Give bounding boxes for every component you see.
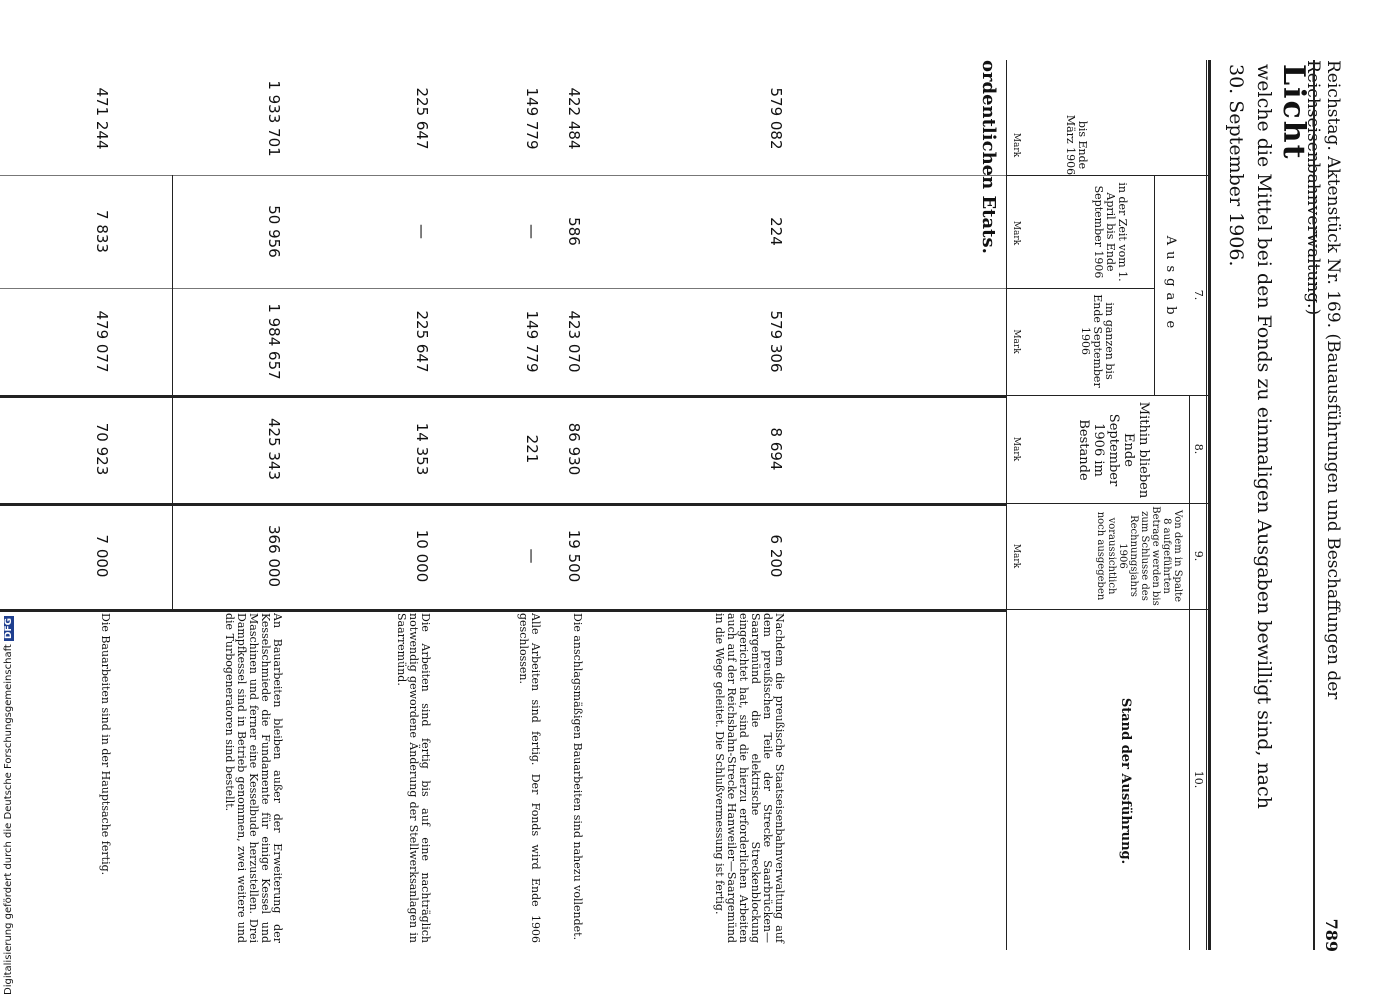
cell-noch-ausgegeben: 19 500 — [565, 529, 583, 583]
running-head-text: Reichstag. Aktenstück Nr. 169. (Bauausführungen und Beschaffungen der Reichseisenbahnverwaltung.) — [1303, 60, 1343, 700]
cell-bestand: 86 930 — [565, 422, 583, 476]
cell-stand: Nachdem die preußische Staatseisenbahnverwaltung auf dem preußischen Teile der Strecke Saarbrücken—Saargemünd die elektrische Streckenblockung eingerichtet hat, sind die hierzu erforderlichen Arbeiten auch auf der Reichsbahn-Strecke Hanweiler—Saargemünd in die Wege geleitet. Die Schlußvermessung ist fertig. — [713, 613, 786, 943]
col-number-9: 9. — [1192, 550, 1205, 562]
cell-bestand: 14 353 — [413, 422, 431, 476]
section-heading: ordentlichen Etats. — [978, 60, 999, 254]
head-rule — [1313, 60, 1315, 950]
cell-bestand: 425 343 — [265, 417, 283, 481]
header-voraussichtlich: Von dem in Spalte 8 aufgeführten Betrage werden bis zum Schlusse des Rechnungsjahrs 1906 voraussichtlich noch ausgegeben — [1095, 506, 1183, 606]
cell-april-sept: 224 — [767, 217, 785, 246]
col-number-7: 7. — [1192, 289, 1205, 301]
title-line-2: 30. September 1906. — [1225, 64, 1247, 267]
cell-bis-maerz: 225 647 — [413, 87, 431, 150]
cell-bestand: 221 — [523, 434, 541, 464]
cell-noch-ausgegeben: 7 000 — [93, 534, 111, 578]
cell-bestand: 70 923 — [93, 422, 111, 476]
cell-april-sept: — — [523, 224, 541, 239]
cell-im-ganzen: 149 779 — [523, 310, 541, 373]
title-word: Licht — [1276, 64, 1311, 161]
cell-bis-maerz: 1 933 701 — [265, 80, 283, 157]
unit-mark-1: Mark — [1011, 132, 1021, 158]
unit-mark-2: Mark — [1011, 220, 1021, 246]
header-im-ganzen: im ganzen bis Ende September 1906 — [1079, 294, 1116, 388]
cell-im-ganzen: 225 647 — [413, 310, 431, 373]
cell-stand: Alle Arbeiten sind fertig. Der Fonds wird Ende 1906 geschlossen. — [517, 613, 542, 943]
cell-noch-ausgegeben: — — [523, 548, 541, 564]
page-number: 789 — [1322, 918, 1341, 952]
cell-bis-maerz: 422 484 — [565, 87, 583, 150]
cell-bestand: 8 694 — [767, 427, 785, 471]
cell-april-sept: — — [413, 224, 431, 239]
dfg-logo: DFG — [4, 617, 14, 639]
cell-stand: An Bauarbeiten bleiben außer der Erweiterung der Kesselschmiede die Fundamente für einige Kessel und Maschinen und ferner eine Kesselbude herzustellen. Drei Dampfkessel sind in Betrieb genommen, zwei weitere und die Turbogeneratoren sind bestellt. — [223, 613, 284, 943]
header-mithin-bestand: Mithin blieben Ende September 1906 im Bestande — [1076, 401, 1151, 499]
cell-bis-maerz: 579 082 — [767, 87, 785, 150]
cell-stand: Die Bauarbeiten sind in der Hauptsache fertig. — [99, 613, 112, 876]
running-head — [1303, 60, 1343, 940]
ausgabe-label: Ausgabe — [1163, 235, 1178, 335]
cell-stand: Die Arbeiten sind fertig bis auf eine nachträglich notwendig gewordene Änderung der Stellwerksanlagen in Saarremünd. — [395, 613, 432, 943]
cell-im-ganzen: 579 306 — [767, 310, 785, 373]
cell-noch-ausgegeben: 10 000 — [413, 529, 431, 583]
header-stand-ausfuehrung: Stand der Ausführung. — [1118, 697, 1133, 865]
unit-mark-5: Mark — [1011, 543, 1021, 569]
cell-im-ganzen: 479 077 — [93, 310, 111, 373]
unit-mark-3: Mark — [1011, 329, 1021, 354]
col-number-8: 8. — [1192, 443, 1205, 455]
header-in-der-zeit: in der Zeit vom 1. April bis Ende September 1906 — [1092, 182, 1129, 282]
cell-april-sept: 7 833 — [93, 210, 111, 253]
footer-text: Digitalisierung gefördert durch die Deutsche Forschungsgemeinschaft — [3, 644, 14, 995]
header-bottom-rule — [1006, 60, 1007, 950]
cell-im-ganzen: 423 070 — [565, 310, 583, 373]
cell-april-sept: 586 — [565, 217, 583, 246]
cell-april-sept: 50 956 — [265, 205, 283, 258]
cell-im-ganzen: 1 984 657 — [265, 303, 283, 380]
cell-bis-maerz: 471 244 — [93, 87, 111, 150]
table-top-rule — [1208, 60, 1211, 950]
cell-bis-maerz: 149 779 — [523, 87, 541, 150]
unit-mark-4: Mark — [1011, 436, 1021, 462]
title-line-1: welche die Mittel bei den Fonds zu einmaligen Ausgaben bewilligt sind, nach — [1253, 64, 1275, 809]
cell-stand: Die anschlagsmäßigen Bauarbeiten sind nahezu vollendet. — [571, 613, 584, 941]
col-number-10: 10. — [1192, 770, 1205, 789]
cell-noch-ausgegeben: 366 000 — [265, 524, 283, 588]
header-bis-maerz: bis Ende März 1906 — [1064, 114, 1089, 176]
cell-noch-ausgegeben: 6 200 — [767, 534, 785, 578]
